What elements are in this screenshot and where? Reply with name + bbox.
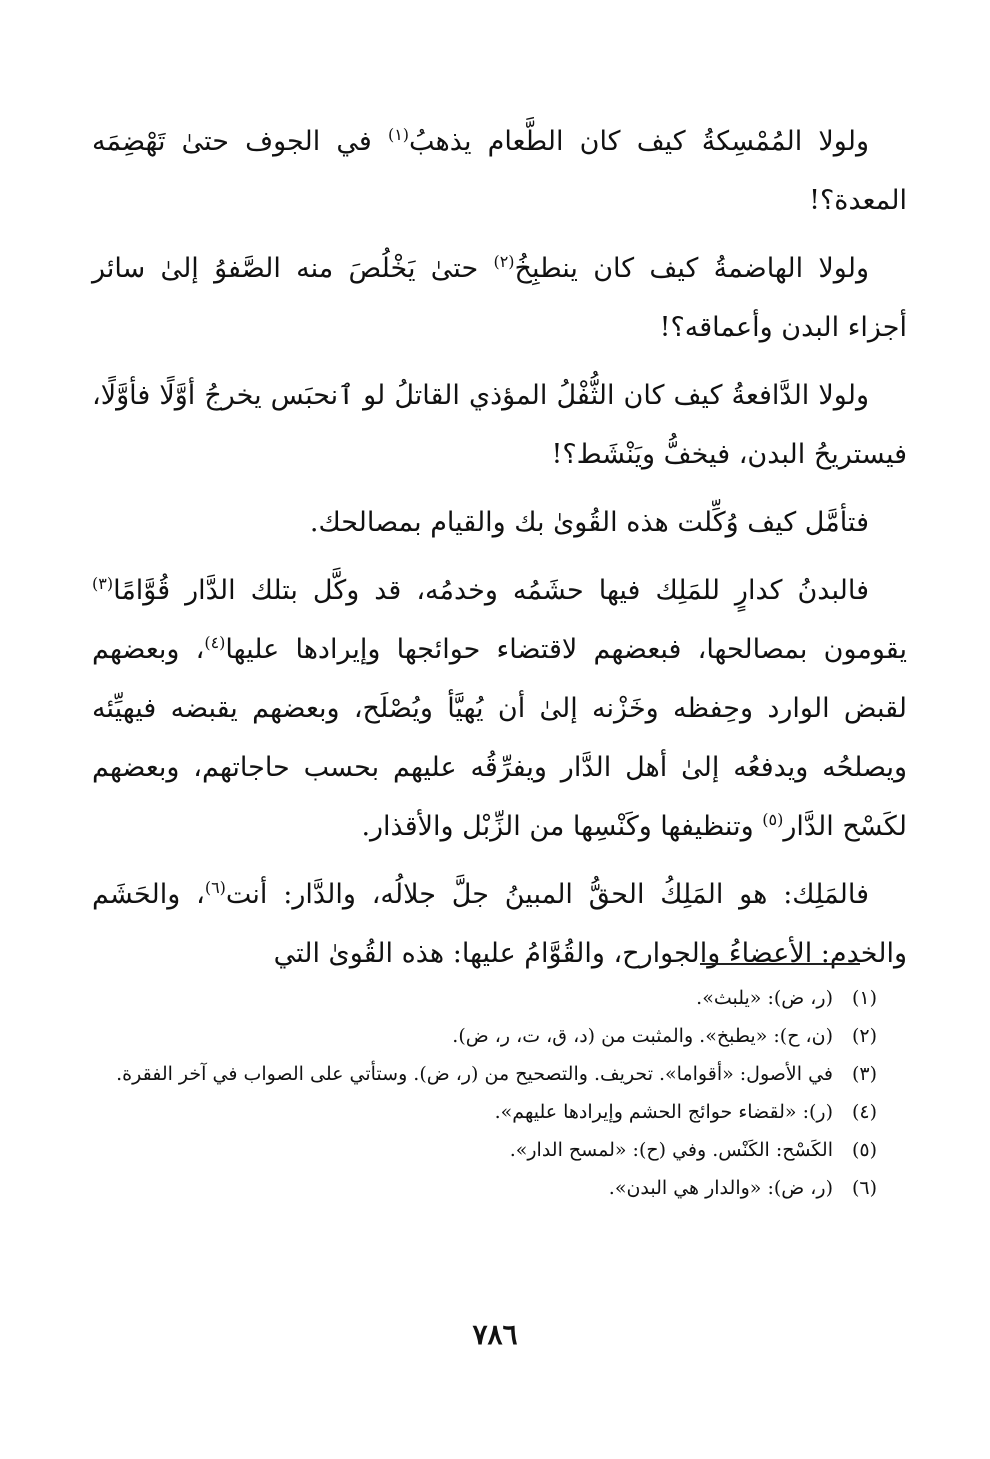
footnote-reference: (٢): [493, 252, 515, 271]
main-text: [92, 112, 907, 992]
paragraph-text: ، وبعضهم لقبض الوارد وحِفظه وخَزْنه إلىٰ أن يُهيَّأ ويُصْلَح، وبعضهم يقبضه فيهيِّئه ويصلحُه ويدفعُه إلىٰ أهل الدَّار ويفرِّقُه عليهم بحسب حاجاتهم، وبعضهم لكَسْح الدَّار: [92, 634, 907, 842]
footnote-number: (٤): [851, 1101, 877, 1123]
footnote-number: (٦): [851, 1177, 877, 1199]
footnote: [92, 1058, 877, 1091]
paragraph-text: وتنظيفها وكَنْسِها من الزِّبْل والأقذار.: [361, 811, 763, 842]
body-paragraph: [92, 493, 907, 552]
footnote-number: (٣): [851, 1063, 877, 1085]
footnote-reference: (٥): [762, 810, 784, 829]
footnote: [92, 1096, 877, 1129]
body-paragraph: [92, 366, 907, 484]
footnote: [92, 1134, 877, 1167]
footnote-number: (١): [851, 987, 877, 1009]
footnote-number: (٥): [851, 1139, 877, 1161]
footnote-reference: (٦): [204, 878, 226, 897]
paragraph-text: فالبدنُ كدارٍ للمَلِك فيها حشَمُه وخدمُه، قد وكَّل بتلك الدَّار قُوَّامًا: [113, 575, 869, 606]
footnote-divider: [700, 963, 860, 965]
body-paragraph: [92, 112, 907, 230]
footnote-reference: (٣): [92, 574, 114, 593]
footnote-text: (ر، ض): «يلبث».: [696, 987, 833, 1009]
footnote: [92, 1172, 877, 1205]
footnote-number: (٢): [851, 1025, 877, 1047]
paragraph-text: فتأمَّل كيف وُكِّلت هذه القُوىٰ بك والقيام بمصالحك.: [309, 507, 869, 538]
footnote-text: (ر): «لقضاء حوائج الحشم وإيرادها عليهم».: [494, 1101, 833, 1123]
footnote: [92, 1020, 877, 1053]
footnotes-section: [92, 982, 877, 1210]
paragraph-text: في الجوف حتىٰ تَهْضِمَه المعدة؟!: [92, 126, 907, 216]
body-paragraph: [92, 865, 907, 983]
footnote-text: (ن، ح): «يطبخ». والمثبت من (د، ق، ت، ر، ض).: [452, 1025, 833, 1047]
paragraph-text: يقومون بمصالحها، فبعضهم لاقتضاء حوائجها وإيرادها عليها: [225, 634, 907, 665]
paragraph-text: فالمَلِك: هو المَلِكُ الحقُّ المبينُ جلَّ جلالُه، والدَّار: أنت: [225, 879, 869, 910]
paragraph-text: ولولا الهاضمةُ كيف كان ينطبِخُ: [514, 253, 869, 284]
paragraph-text: ولولا المُمْسِكةُ كيف كان الطَّعام يذهبُ: [409, 126, 869, 157]
paragraph-text: حتىٰ يَخْلُصَ منه الصَّفوُ إلىٰ سائر أجزاء البدن وأعماقه؟!: [92, 253, 907, 343]
body-paragraph: [92, 239, 907, 357]
footnote-text: الكَسْح: الكَنْس. وفي (ح): «لمسح الدار».: [509, 1139, 833, 1161]
paragraph-text: ولولا الدَّافعةُ كيف كان الثُّفْلُ المؤذي القاتلُ لو ٱنحبَس يخرجُ أوَّلًا فأوَّلًا، فيستريحُ البدن، فيخفُّ ويَنْشَط؟!: [92, 380, 907, 470]
page-number: ٧٨٦: [472, 1318, 518, 1351]
footnote-reference: (٤): [204, 633, 226, 652]
footnote-text: (ر، ض): «والدار هي البدن».: [608, 1177, 833, 1199]
footnote-reference: (١): [387, 125, 410, 144]
body-paragraph: [92, 561, 907, 856]
footnote-text: في الأصول: «أقواما». تحريف. والتصحيح من (ر، ض). وستأتي على الصواب في آخر الفقرة.: [116, 1063, 833, 1085]
paragraph-text: ، والحَشَم والخدم: الأعضاءُ والجوارح، والقُوَّامُ عليها: هذه القُوىٰ التي: [92, 879, 907, 969]
footnote: [92, 982, 877, 1015]
